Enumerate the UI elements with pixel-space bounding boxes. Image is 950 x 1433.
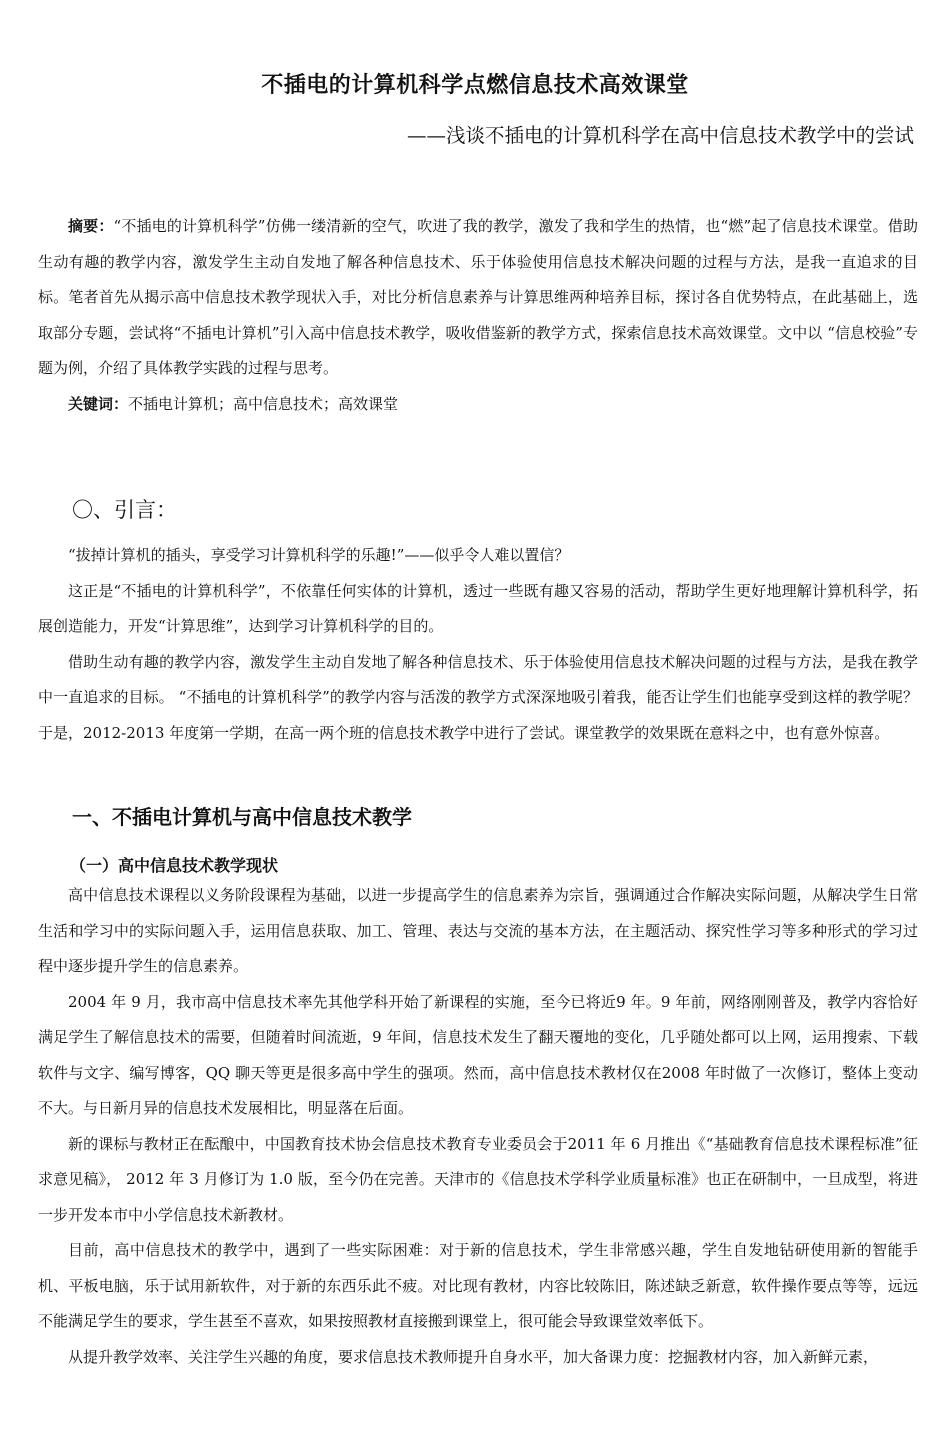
abstract-label: 摘要： — [68, 217, 114, 235]
abstract-block — [38, 209, 918, 422]
document-title: 不插电的计算机科学点燃信息技术高效课堂 — [261, 73, 689, 98]
section-1-heading: 一、不插电计算机与高中信息技术教学 — [72, 805, 412, 829]
body-paragraph: 2004 年 9 月，我市高中信息技术率先其他学科开始了新课程的实施，至今已将近9 年。9 年前，网络刚刚普及，教学内容恰好满足学生了解信息技术的需要，但随着时间流逝，9 年间，信息技术发生了翻天覆地的变化，几乎随处都可以上网，运用搜索、下载软件与文字、编写博客，QQ 聊天等更是很多高中学生的强项。然而，高中信息技术教材仅在2008 年时做了一次修订，整体上变动不大。与日新月异的信息技术发展相比，明显落在后面。 — [38, 992, 918, 1117]
intro-paragraph: “拔掉计算机的插头，享受学习计算机科学的乐趣!”——似乎令人难以置信？ — [68, 546, 570, 564]
intro-block — [38, 538, 918, 751]
body-paragraph: 目前，高中信息技术的教学中，遇到了一些实际困难：对于新的信息技术，学生非常感兴趣，学生自发地钻研使用新的智能手机、平板电脑，乐于试用新软件，对于新的东西乐此不疲。对比现有教材，内容比较陈旧，陈述缺乏新意，软件操作要点等等，远远不能满足学生的要求，学生甚至不喜欢，如果按照教材直接搬到课堂上，很可能会导致课堂效率低下。 — [38, 1241, 918, 1330]
keywords-paragraph — [38, 387, 918, 423]
body-paragraph: 高中信息技术课程以义务阶段课程为基础，以进一步提高学生的信息素养为宗旨，强调通过合作解决实际问题，从解决学生日常生活和学习中的实际问题入手，运用信息获取、加工、管理、表达与交流的基本方法，在主题活动、探究性学习等多种形式的学习过程中逐步提升学生的信息素养。 — [38, 886, 918, 975]
intro-paragraph: 借助生动有趣的教学内容，激发学生主动自发地了解各种信息技术、乐于体验使用信息技术解决问题的过程与方法，是我在教学中一直追求的目标。 “不插电的计算机科学”的教学内容与活泼的教学方式深深地吸引着我，能否让学生们也能享受到这样的教学呢？于是，2012-2013 年度第一学期，在高一两个班的信息技术教学中进行了尝试。课堂教学的效果既在意料之中，也有意外惊喜。 — [38, 652, 918, 742]
section-1-1-heading: （一）高中信息技术教学现状 — [70, 856, 279, 875]
keywords-label: 关键词： — [68, 394, 129, 413]
abstract-text: “不插电的计算机科学”仿佛一缕清新的空气，吹进了我的教学，激发了我和学生的热情，也“燃”起了信息技术课堂。借助生动有趣的教学内容，激发学生主动自发地了解各种信息技术、乐于体验使用信息技术解决问题的过程与方法，是我一直追求的目标。笔者首先从揭示高中信息技术教学现状入手，对比分析信息素养与计算思维两种培养目标，探讨各自优势特点，在此基础上，选取部分专题，尝试将“不插电计算机”引入高中信息技术教学，吸收借鉴新的教学方式，探索信息技术高效课堂。文中以 “信息校验”专题为例，介绍了具体教学实践的过程与思考。 — [38, 217, 918, 377]
body-paragraph: 从提升教学效率、关注学生兴趣的角度，要求信息技术教师提升自身水平，加大备课力度：挖掘教材内容，加入新鲜元素， — [68, 1347, 879, 1366]
keywords-text: 不插电计算机；高中信息技术；高效课堂 — [128, 394, 399, 413]
intro-paragraph: 这正是“不插电的计算机科学”，不依靠任何实体的计算机，透过一些既有趣又容易的活动，帮助学生更好地理解计算机科学，拓展创造能力，开发“计算思维”，达到学习计算机科学的目的。 — [38, 581, 918, 635]
abstract-paragraph — [38, 209, 918, 387]
section-1-1-block — [38, 878, 918, 1375]
intro-heading: 〇、引言： — [72, 498, 177, 522]
body-paragraph: 新的课标与教材正在酝酿中，中国教育技术协会信息技术教育专业委员会于2011 年 6 月推出《“基础教育信息技术课程标准”征求意见稿》， 2012 年 3 月修订为 1.0 版，至今仍在完善。天津市的《信息技术学科学业质量标准》也正在研制中，一旦成型，将进一步开发本市中小学信息技术新教材。 — [38, 1134, 918, 1224]
document-subtitle: ——浅谈不插电的计算机科学在高中信息技术教学中的尝试 — [406, 124, 914, 147]
